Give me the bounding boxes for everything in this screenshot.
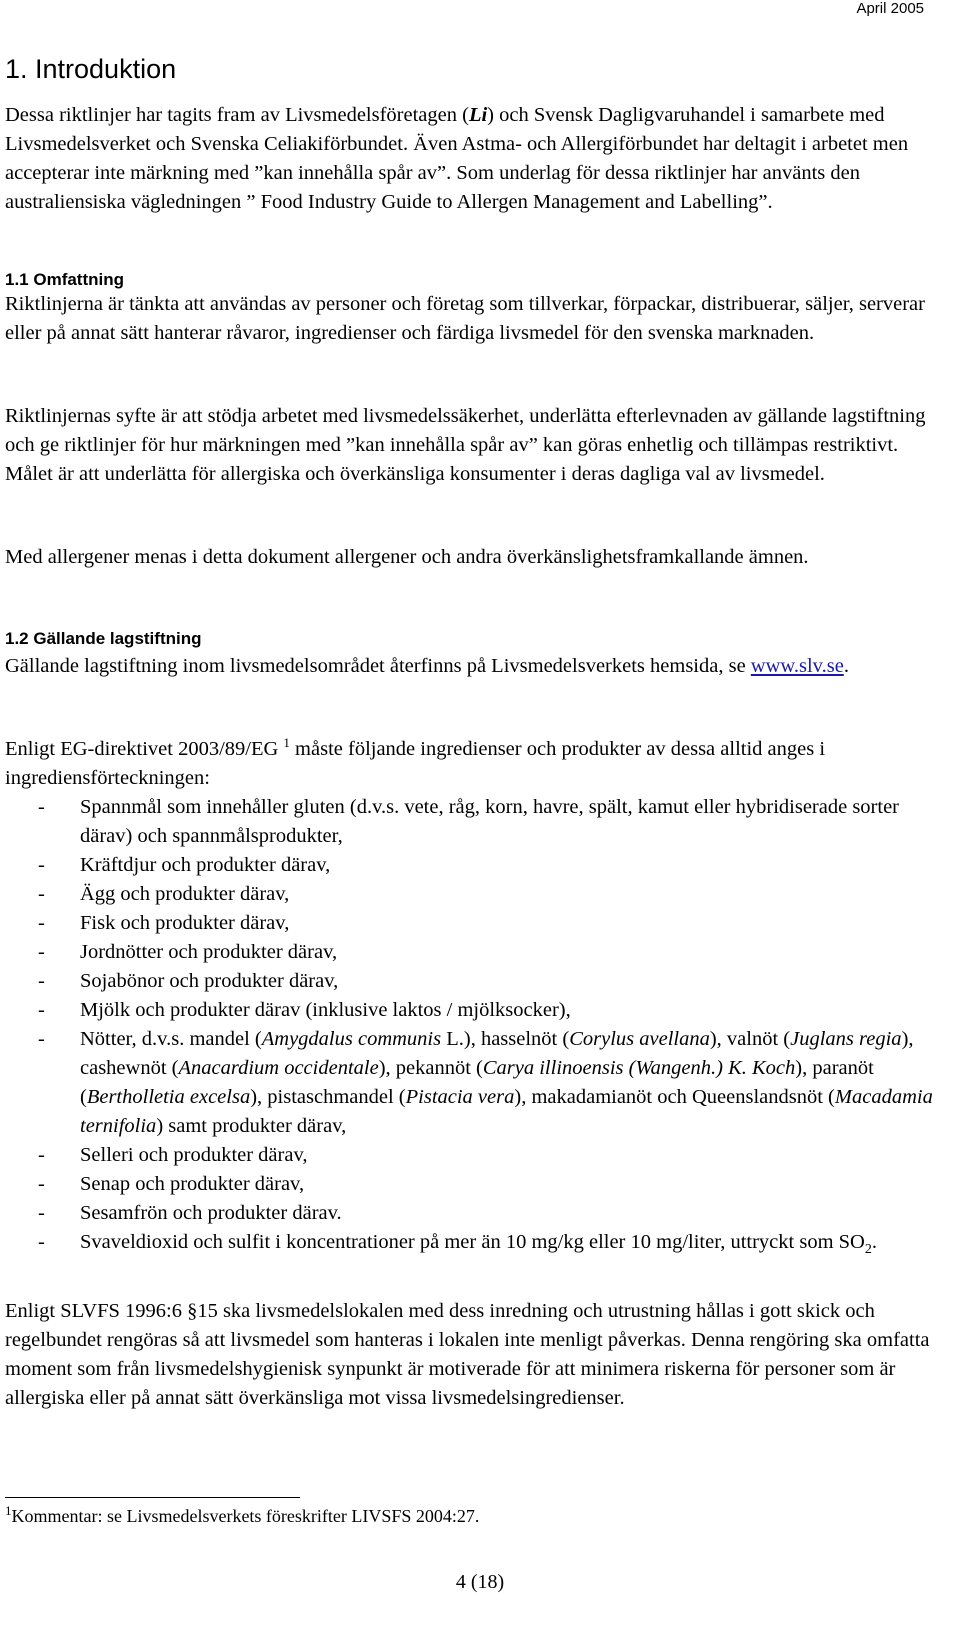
list-item-text: Sojabönor och produkter därav, — [80, 970, 339, 992]
list-item-text: Spannmål som innehåller gluten (d.v.s. vete, råg, korn, havre, spält, kamut eller hybridiserade sorter därav) och spannmålsprodukter, — [80, 796, 899, 847]
omfattning-paragraph-3: Med allergener menas i detta dokument allergener och andra överkänslighetsframkallande ämnen. — [5, 546, 809, 568]
list-dash: - — [38, 1028, 45, 1050]
nuts-text: L.), hasselnöt ( — [441, 1028, 570, 1050]
list-item-text: Mjölk och produkter därav (inklusive laktos / mjölksocker), — [80, 999, 571, 1021]
page-number: 4 (18) — [455, 1571, 505, 1593]
latin-name: Juglans regia — [790, 1028, 902, 1050]
footnote-reference: 1 — [283, 735, 290, 751]
list-item — [5, 793, 945, 851]
list-item-text: Jordnötter och produkter därav, — [80, 941, 338, 963]
latin-name: Macadamia ternifolia — [80, 1086, 933, 1137]
nuts-text: ), cashewnöt ( — [80, 1028, 914, 1079]
list-item — [5, 938, 945, 967]
list-item-text: Selleri och produkter därav, — [80, 1144, 308, 1166]
list-dash: - — [38, 941, 45, 963]
intro-paragraph — [5, 101, 945, 217]
list-item — [5, 851, 945, 880]
list-item-text: Ägg och produkter därav, — [80, 883, 290, 905]
list-item — [5, 996, 945, 1025]
list-item-text: . — [871, 1231, 877, 1253]
list-item — [5, 1141, 945, 1170]
list-item-text: Kräftdjur och produkter därav, — [80, 854, 331, 876]
list-dash: - — [38, 796, 45, 818]
slv-website-link[interactable]: www.slv.se — [750, 655, 844, 677]
nuts-text: ), makadamianöt och Queenslandsnöt ( — [514, 1086, 835, 1108]
intro-text-b: ) och Svensk Dagligvaruhandel i samarbete med Livsmedelsverket och Svenska Celiakiförbundet. Även Astma- och Allergiförbundet har deltagit i arbetet men accepterar inte märkning med ”kan innehålla spår av”. Som underlag för dessa riktlinjer har använts den australiensiska vägledningen ” Food Industry Guide to Allergen Management and Labelling”. — [5, 104, 909, 213]
directive-text-b: måste följande ingredienser och produkter av dessa alltid anges i ingrediensförteckningen: — [5, 738, 826, 789]
intro-text-a: Dessa riktlinjer har tagits fram av Livsmedelsföretagen ( — [5, 104, 469, 126]
nuts-text: ), pistaschmandel ( — [250, 1086, 406, 1108]
nuts-text: ) samt produkter därav, — [156, 1115, 347, 1137]
lagstiftning-paragraph-1 — [5, 652, 945, 681]
list-dash: - — [38, 970, 45, 992]
footnote-divider — [5, 1497, 300, 1498]
nuts-text: ), paranöt ( — [80, 1057, 874, 1108]
latin-name: Pistacia vera — [405, 1086, 515, 1108]
latin-name: Bertholletia excelsa — [86, 1086, 251, 1108]
list-dash: - — [38, 883, 45, 905]
list-dash: - — [38, 1173, 45, 1195]
list-dash: - — [38, 999, 45, 1021]
omfattning-paragraph-1: Riktlinjerna är tänkta att användas av personer och företag som tillverkar, förpackar, distribuerar, säljer, serverar eller på annat sätt hanterar råvaror, ingredienser och färdiga livsmedel för den svenska marknaden. — [5, 293, 925, 344]
nuts-text: ), valnöt ( — [709, 1028, 791, 1050]
nuts-text: Nötter, d.v.s. mandel ( — [80, 1028, 262, 1050]
list-dash: - — [38, 1144, 45, 1166]
latin-name: Amygdalus communis — [261, 1028, 442, 1050]
directive-paragraph — [5, 735, 945, 793]
list-dash: - — [38, 1231, 45, 1253]
latin-name: Anacardium occidentale — [178, 1057, 379, 1079]
footnote-mark: 1 — [5, 1503, 12, 1518]
list-dash: - — [38, 1202, 45, 1224]
section-title-omfattning: 1.1 Omfattning — [5, 270, 125, 289]
list-item-nuts — [5, 1025, 945, 1141]
list-item-sulfite — [5, 1228, 945, 1257]
list-item-text: Svaveldioxid och sulfit i koncentrationer på mer än 10 mg/kg eller 10 mg/liter, uttryckt som SO — [80, 1231, 865, 1253]
footnote-text: Kommentar: se Livsmedelsverkets föreskrifter LIVSFS 2004:27. — [11, 1506, 480, 1526]
lagstiftning-text: Gällande lagstiftning inom livsmedelsområdet återfinns på Livsmedelsverkets hemsida, se — [5, 655, 751, 677]
list-item-text: Sesamfrön och produkter därav. — [80, 1202, 342, 1224]
latin-name: Corylus avellana — [569, 1028, 710, 1050]
slvfs-paragraph: Enligt SLVFS 1996:6 §15 ska livsmedelslokalen med dess inredning och utrustning hållas i gott skick och regelbundet rengöras så att livsmedel som hanteras i lokalen inte menligt påverkas. Denna rengöring ska omfatta moment som från livsmedelshygienisk synpunkt är motiverade för att minimera riskerna för personer som är allergiska eller på annat sätt överkänsliga mot vissa livsmedelsingredienser. — [5, 1300, 930, 1409]
list-item — [5, 967, 945, 996]
list-item-text: Senap och produkter därav, — [80, 1173, 305, 1195]
list-dash: - — [38, 912, 45, 934]
list-item — [5, 1170, 945, 1199]
nuts-text: ), pekannöt ( — [378, 1057, 483, 1079]
list-dash: - — [38, 854, 45, 876]
latin-name: Carya illinoensis (Wangenh.) K. Koch — [482, 1057, 796, 1079]
list-item — [5, 909, 945, 938]
lagstiftning-end: . — [843, 655, 849, 677]
section-title-lagstiftning: 1.2 Gällande lagstiftning — [5, 629, 202, 648]
section-title-introduktion: 1. Introduktion — [5, 54, 177, 84]
list-item — [5, 880, 945, 909]
li-abbreviation: Li — [468, 104, 488, 126]
subscript: 2 — [864, 1242, 872, 1258]
allergen-list — [5, 793, 945, 1257]
list-item — [5, 1199, 945, 1228]
list-item-text: Fisk och produkter därav, — [80, 912, 290, 934]
footnote — [5, 1503, 480, 1527]
header-date: April 2005 — [856, 0, 924, 17]
directive-text-a: Enligt EG-direktivet 2003/89/EG — [5, 738, 284, 760]
omfattning-paragraph-2: Riktlinjernas syfte är att stödja arbetet med livsmedelssäkerhet, underlätta efterlevnaden av gällande lagstiftning och ge riktlinjer för hur märkningen med ”kan innehålla spår av” kan göras enhetlig och tillämpas restriktivt. Målet är att underlätta för allergiska och överkänsliga konsumenter i deras dagliga val av livsmedel. — [5, 405, 926, 485]
